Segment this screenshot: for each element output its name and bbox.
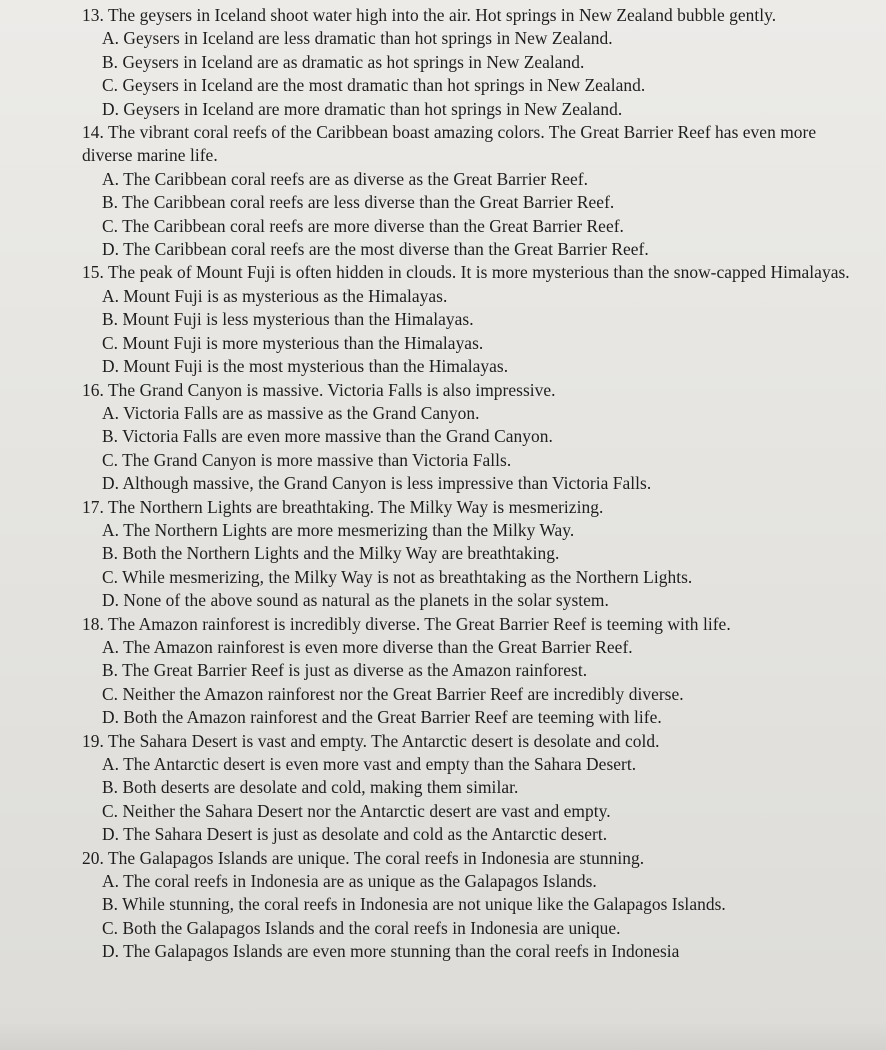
question-text: The peak of Mount Fuji is often hidden in clouds. It is more mysterious than the snow-capped Himalayas. bbox=[107, 262, 850, 283]
option-a[interactable]: A. The coral reefs in Indonesia are as unique as the Galapagos Islands. bbox=[102, 871, 597, 892]
question-text: The Grand Canyon is massive. Victoria Falls is also impressive. bbox=[107, 379, 556, 400]
option-d[interactable]: D. Geysers in Iceland are more dramatic than hot springs in New Zealand. bbox=[102, 98, 623, 119]
option-d[interactable]: D. The Caribbean coral reefs are the most diverse than the Great Barrier Reef. bbox=[102, 239, 649, 260]
option-a[interactable]: A. The Amazon rainforest is even more diverse than the Great Barrier Reef. bbox=[102, 636, 633, 657]
option-d[interactable]: D. The Sahara Desert is just as desolate and cold as the Antarctic desert. bbox=[102, 824, 608, 845]
option-b[interactable]: B. Mount Fuji is less mysterious than the Himalayas. bbox=[102, 309, 474, 330]
question-text: The Northern Lights are breathtaking. The Milky Way is mesmerizing. bbox=[107, 496, 604, 517]
question-stem bbox=[82, 261, 866, 284]
option-d[interactable]: D. Both the Amazon rainforest and the Great Barrier Reef are teeming with life. bbox=[102, 707, 662, 728]
question-number: 18. bbox=[82, 613, 104, 634]
question-number: 15. bbox=[82, 262, 104, 283]
option-c[interactable]: C. The Caribbean coral reefs are more diverse than the Great Barrier Reef. bbox=[102, 215, 624, 236]
option-b[interactable]: B. The Great Barrier Reef is just as diverse as the Amazon rainforest. bbox=[102, 660, 588, 681]
option-b[interactable]: B. Both the Northern Lights and the Milky Way are breathtaking. bbox=[102, 543, 560, 564]
question-17 bbox=[82, 496, 866, 613]
option-a[interactable]: A. The Caribbean coral reefs are as diverse as the Great Barrier Reef. bbox=[102, 168, 589, 189]
option-c[interactable]: C. Geysers in Iceland are the most dramatic than hot springs in New Zealand. bbox=[102, 75, 646, 96]
option-c[interactable]: C. Mount Fuji is more mysterious than the Himalayas. bbox=[102, 332, 484, 353]
question-number: 20. bbox=[82, 847, 104, 868]
option-c[interactable]: C. Neither the Amazon rainforest nor the Great Barrier Reef are incredibly diverse. bbox=[102, 683, 684, 704]
option-d[interactable]: D. None of the above sound as natural as the planets in the solar system. bbox=[102, 590, 609, 611]
option-b[interactable]: B. Both deserts are desolate and cold, making them similar. bbox=[102, 777, 519, 798]
option-d[interactable]: D. Mount Fuji is the most mysterious than the Himalayas. bbox=[102, 356, 509, 377]
option-b[interactable]: B. Geysers in Iceland are as dramatic as hot springs in New Zealand. bbox=[102, 51, 585, 72]
option-a[interactable]: A. Geysers in Iceland are less dramatic than hot springs in New Zealand. bbox=[102, 28, 613, 49]
option-d[interactable]: D. Although massive, the Grand Canyon is less impressive than Victoria Falls. bbox=[102, 473, 652, 494]
question-stem bbox=[82, 121, 866, 168]
option-b[interactable]: B. Victoria Falls are even more massive than the Grand Canyon. bbox=[102, 426, 553, 447]
question-stem bbox=[82, 379, 866, 402]
option-a[interactable]: A. Victoria Falls are as massive as the Grand Canyon. bbox=[102, 402, 480, 423]
question-20 bbox=[82, 847, 866, 964]
question-stem bbox=[82, 496, 866, 519]
question-number: 19. bbox=[82, 730, 104, 751]
question-number: 13. bbox=[82, 5, 104, 25]
option-a[interactable]: A. Mount Fuji is as mysterious as the Himalayas. bbox=[102, 285, 448, 306]
question-text: The vibrant coral reefs of the Caribbean boast amazing colors. The Great Barrier Reef has even more diverse marine life. bbox=[82, 122, 817, 166]
question-text: The geysers in Iceland shoot water high into the air. Hot springs in New Zealand bubble gently. bbox=[107, 5, 777, 25]
option-b[interactable]: B. The Caribbean coral reefs are less diverse than the Great Barrier Reef. bbox=[102, 192, 615, 213]
option-a[interactable]: A. The Antarctic desert is even more vast and empty than the Sahara Desert. bbox=[102, 754, 637, 774]
question-16 bbox=[82, 379, 866, 496]
question-text: The Amazon rainforest is incredibly diverse. The Great Barrier Reef is teeming with life. bbox=[107, 613, 731, 634]
question-19 bbox=[82, 730, 866, 847]
option-a[interactable]: A. The Northern Lights are more mesmerizing than the Milky Way. bbox=[102, 519, 575, 540]
option-c[interactable]: C. Neither the Sahara Desert nor the Antarctic desert are vast and empty. bbox=[102, 800, 611, 821]
question-stem bbox=[82, 613, 866, 636]
question-14 bbox=[82, 121, 866, 261]
question-text: The Galapagos Islands are unique. The coral reefs in Indonesia are stunning. bbox=[107, 847, 645, 868]
page-edge-shadow bbox=[0, 1020, 886, 1050]
question-15 bbox=[82, 261, 866, 378]
question-stem bbox=[82, 730, 866, 753]
option-c[interactable]: C. The Grand Canyon is more massive than Victoria Falls. bbox=[102, 449, 512, 470]
question-18 bbox=[82, 613, 866, 730]
question-number: 16. bbox=[82, 379, 104, 400]
question-stem bbox=[82, 847, 866, 870]
option-c[interactable]: C. Both the Galapagos Islands and the coral reefs in Indonesia are unique. bbox=[102, 917, 621, 938]
question-13 bbox=[82, 4, 866, 121]
question-number: 14. bbox=[82, 122, 104, 143]
option-d[interactable]: D. The Galapagos Islands are even more stunning than the coral reefs in Indonesia bbox=[102, 941, 680, 962]
question-text: The Sahara Desert is vast and empty. The Antarctic desert is desolate and cold. bbox=[107, 730, 660, 751]
option-c[interactable]: C. While mesmerizing, the Milky Way is not as breathtaking as the Northern Lights. bbox=[102, 566, 693, 587]
option-b[interactable]: B. While stunning, the coral reefs in Indonesia are not unique like the Galapagos Islands. bbox=[102, 894, 726, 915]
question-number: 17. bbox=[82, 496, 104, 517]
question-stem bbox=[82, 4, 866, 27]
